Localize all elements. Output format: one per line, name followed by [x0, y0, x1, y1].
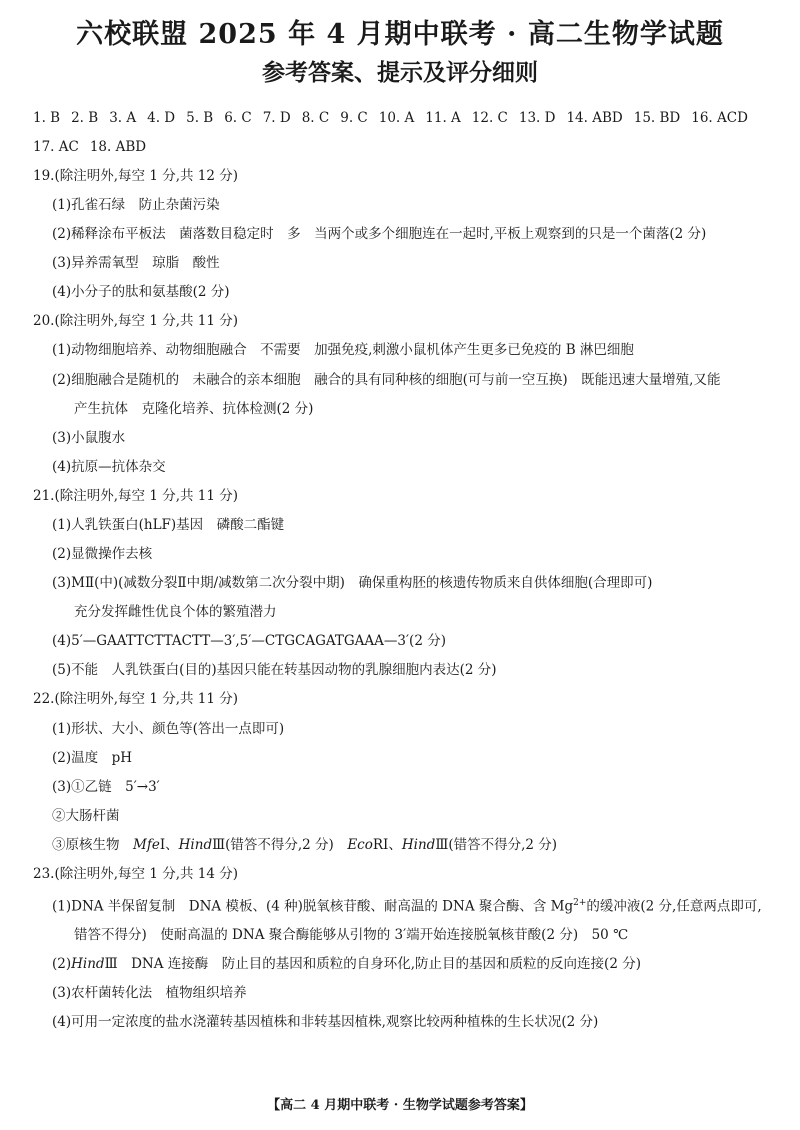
q22-answer-3: (3)①乙链 5′→3′	[52, 779, 160, 795]
q21-answer-3-cont: 充分发挥雌性优良个体的繁殖潜力	[74, 604, 277, 620]
q23-a2-text: Ⅲ DNA 连接酶 防止目的基因和质粒的自身环化,防止目的基因和质粒的反向连接(2 分)	[104, 956, 641, 972]
mcq-answer: 18. ABD	[89, 139, 147, 155]
q22-answer-2: (2)温度 pH	[52, 750, 133, 766]
mcq-answer: 11. A	[425, 110, 461, 126]
mcq-answer: 10. A	[378, 110, 415, 126]
q20-answer-2-cont: 产生抗体 克隆化培养、抗体检测(2 分)	[74, 401, 314, 417]
q20-answer-4: (4)抗原—抗体杂交	[52, 459, 166, 475]
mcq-answer: 17. AC	[33, 139, 79, 155]
q22-head: 22.(除注明外,每空 1 分,共 11 分)	[33, 691, 239, 707]
q20-answer-2: (2)细胞融合是随机的 未融合的亲本细胞 融合的具有同种核的细胞(可与前一空互换) 既能迅速大量增殖,又能	[52, 372, 721, 388]
mcq-answer: 9. C	[340, 110, 368, 126]
enzyme-name: Hind	[178, 837, 213, 853]
enzyme-name: Eco	[347, 837, 373, 853]
q23-a2-prefix: (2)	[52, 956, 72, 972]
q22-answer-3-3	[52, 835, 557, 855]
mcq-answer: 2. B	[71, 110, 99, 126]
mcq-answer: 15. BD	[633, 110, 681, 126]
q21-answer-5: (5)不能 人乳铁蛋白(目的)基因只能在转基因动物的乳腺细胞内表达(2 分)	[52, 662, 497, 678]
q19-answer-1: (1)孔雀石绿 防止杂菌污染	[52, 197, 220, 213]
enzyme-name: Hind	[401, 837, 436, 853]
superscript: 2+	[573, 898, 587, 908]
q19-answer-3: (3)异养需氧型 琼脂 酸性	[52, 255, 220, 271]
q20-answer-3: (3)小鼠腹水	[52, 430, 126, 446]
q22-a33-text: Ⅲ(错答不得分,2 分)	[435, 837, 558, 853]
q22-a33-text: RⅠ、	[372, 837, 402, 853]
q20-head: 20.(除注明外,每空 1 分,共 11 分)	[33, 313, 239, 329]
mcq-answers-row-2	[33, 137, 157, 157]
q23-a1-text: (1)DNA 半保留复制 DNA 模板、(4 种)脱氧核苷酸、耐高温的 DNA 聚合酶、含 Mg	[52, 898, 574, 915]
enzyme-name: Mfe	[133, 837, 160, 853]
q22-answer-1: (1)形状、大小、颜色等(答出一点即可)	[52, 721, 285, 737]
q23-answer-1	[52, 893, 762, 917]
q21-head: 21.(除注明外,每空 1 分,共 11 分)	[33, 488, 239, 504]
q23-answer-3: (3)农杆菌转化法 植物组织培养	[52, 985, 247, 1001]
mcq-answer: 7. D	[262, 110, 291, 126]
enzyme-name: Hind	[71, 956, 105, 972]
q23-answer-4: (4)可用一定浓度的盐水浇灌转基因植株和非转基因植株,观察比较两种植株的生长状况(2 分)	[52, 1014, 599, 1030]
page-title: 六校联盟 2025 年 4 月期中联考 · 高二生物学试题	[76, 19, 724, 50]
q23-head: 23.(除注明外,每空 1 分,共 14 分)	[33, 866, 239, 882]
q19-head: 19.(除注明外,每空 1 分,共 12 分)	[33, 168, 239, 184]
mcq-answers-row-1	[33, 108, 759, 128]
q21-answer-3: (3)MⅡ(中)(减数分裂Ⅱ中期/减数第二次分裂中期) 确保重构胚的核遗传物质来自供体细胞(合理即可)	[52, 575, 653, 591]
q21-answer-2: (2)显微操作去核	[52, 546, 153, 562]
page-footer: 【高二 4 月期中联考 · 生物学试题参考答案】	[267, 1098, 533, 1113]
q20-answer-1: (1)动物细胞培养、动物细胞融合 不需要 加强免疫,刺激小鼠机体产生更多已免疫的 B 淋巴细胞	[52, 342, 634, 358]
mcq-answer: 1. B	[33, 110, 61, 126]
q19-answer-2: (2)稀释涂布平板法 菌落数目稳定时 多 当两个或多个细胞连在一起时,平板上观察到的只是一个菌落(2 分)	[52, 226, 707, 242]
mcq-answer: 4. D	[147, 110, 176, 126]
mcq-answer: 14. ABD	[566, 110, 623, 126]
q22-answer-3-2: ②大肠杆菌	[52, 808, 120, 824]
q22-a33-text: Ⅰ、	[159, 837, 179, 853]
q19-answer-4: (4)小分子的肽和氨基酸(2 分)	[52, 284, 230, 300]
mcq-answer: 12. C	[471, 110, 508, 126]
q22-a33-text: Ⅲ(错答不得分,2 分)	[212, 837, 348, 853]
mcq-answer: 13. D	[518, 110, 556, 126]
q23-a1-text-post: 的缓冲液(2 分,任意两点即可,	[586, 898, 762, 915]
mcq-answer: 5. B	[186, 110, 214, 126]
q21-answer-4: (4)5′—GAATTCTTACTT—3′,5′—CTGCAGATGAAA—3′(2 分)	[52, 633, 446, 649]
q23-answer-2	[52, 954, 641, 974]
mcq-answer: 8. C	[301, 110, 330, 126]
q23-answer-1-cont: 错答不得分) 使耐高温的 DNA 聚合酶能够从引物的 3′端开始连接脱氧核苷酸(2 分) 50 ℃	[74, 927, 629, 943]
mcq-answer: 3. A	[109, 110, 137, 126]
q22-a33-prefix: ③原核生物	[52, 837, 133, 853]
mcq-answer: 16. ACD	[691, 110, 748, 126]
q21-answer-1: (1)人乳铁蛋白(hLF)基因 磷酸二酯键	[52, 517, 285, 533]
page-subtitle: 参考答案、提示及评分细则	[262, 59, 538, 86]
mcq-answer: 6. C	[224, 110, 252, 126]
